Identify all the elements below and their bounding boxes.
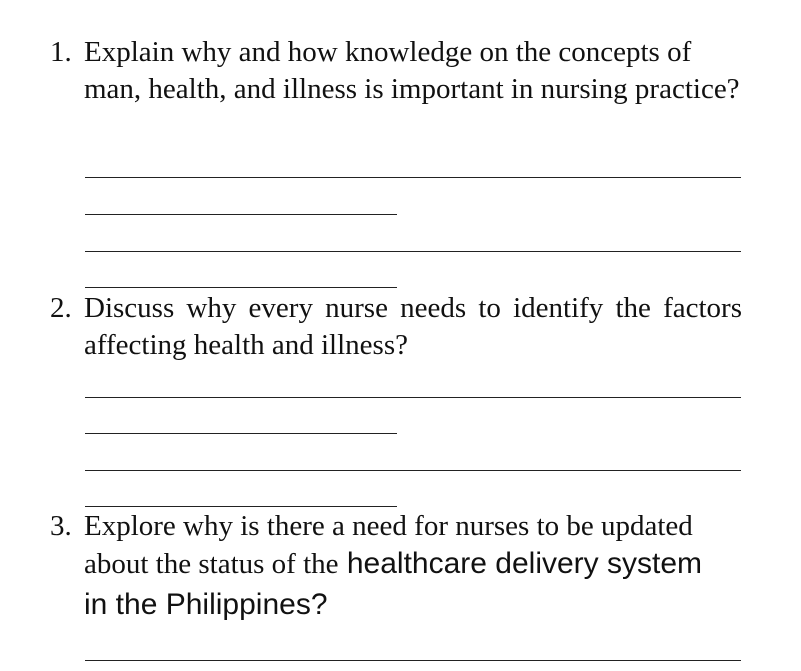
question-number: 2. [50, 292, 72, 324]
answer-line[interactable] [85, 470, 741, 471]
question-number: 1. [50, 36, 72, 68]
question-text: Explain why and how knowledge on the concepts of man, health, and illness is important in nursing practice? [84, 36, 740, 105]
question-text: Discuss why every nurse needs to identify the factors affecting health and illness? [84, 292, 742, 361]
answer-line[interactable] [85, 506, 397, 507]
answer-line[interactable] [85, 397, 741, 398]
question-text-part: Explore why is there a need for nurses to be updated about the status of the [84, 510, 693, 580]
question-number: 3. [50, 510, 72, 542]
answer-line[interactable] [85, 177, 741, 178]
answer-line[interactable] [85, 251, 741, 252]
answer-line[interactable] [85, 287, 397, 288]
answer-line[interactable] [85, 660, 741, 661]
answer-line[interactable] [85, 214, 397, 215]
answer-line[interactable] [85, 433, 397, 434]
question-text-part: in the Philippines? [84, 588, 328, 621]
question-text-part: healthcare delivery system [338, 547, 703, 580]
question-text [84, 508, 742, 627]
